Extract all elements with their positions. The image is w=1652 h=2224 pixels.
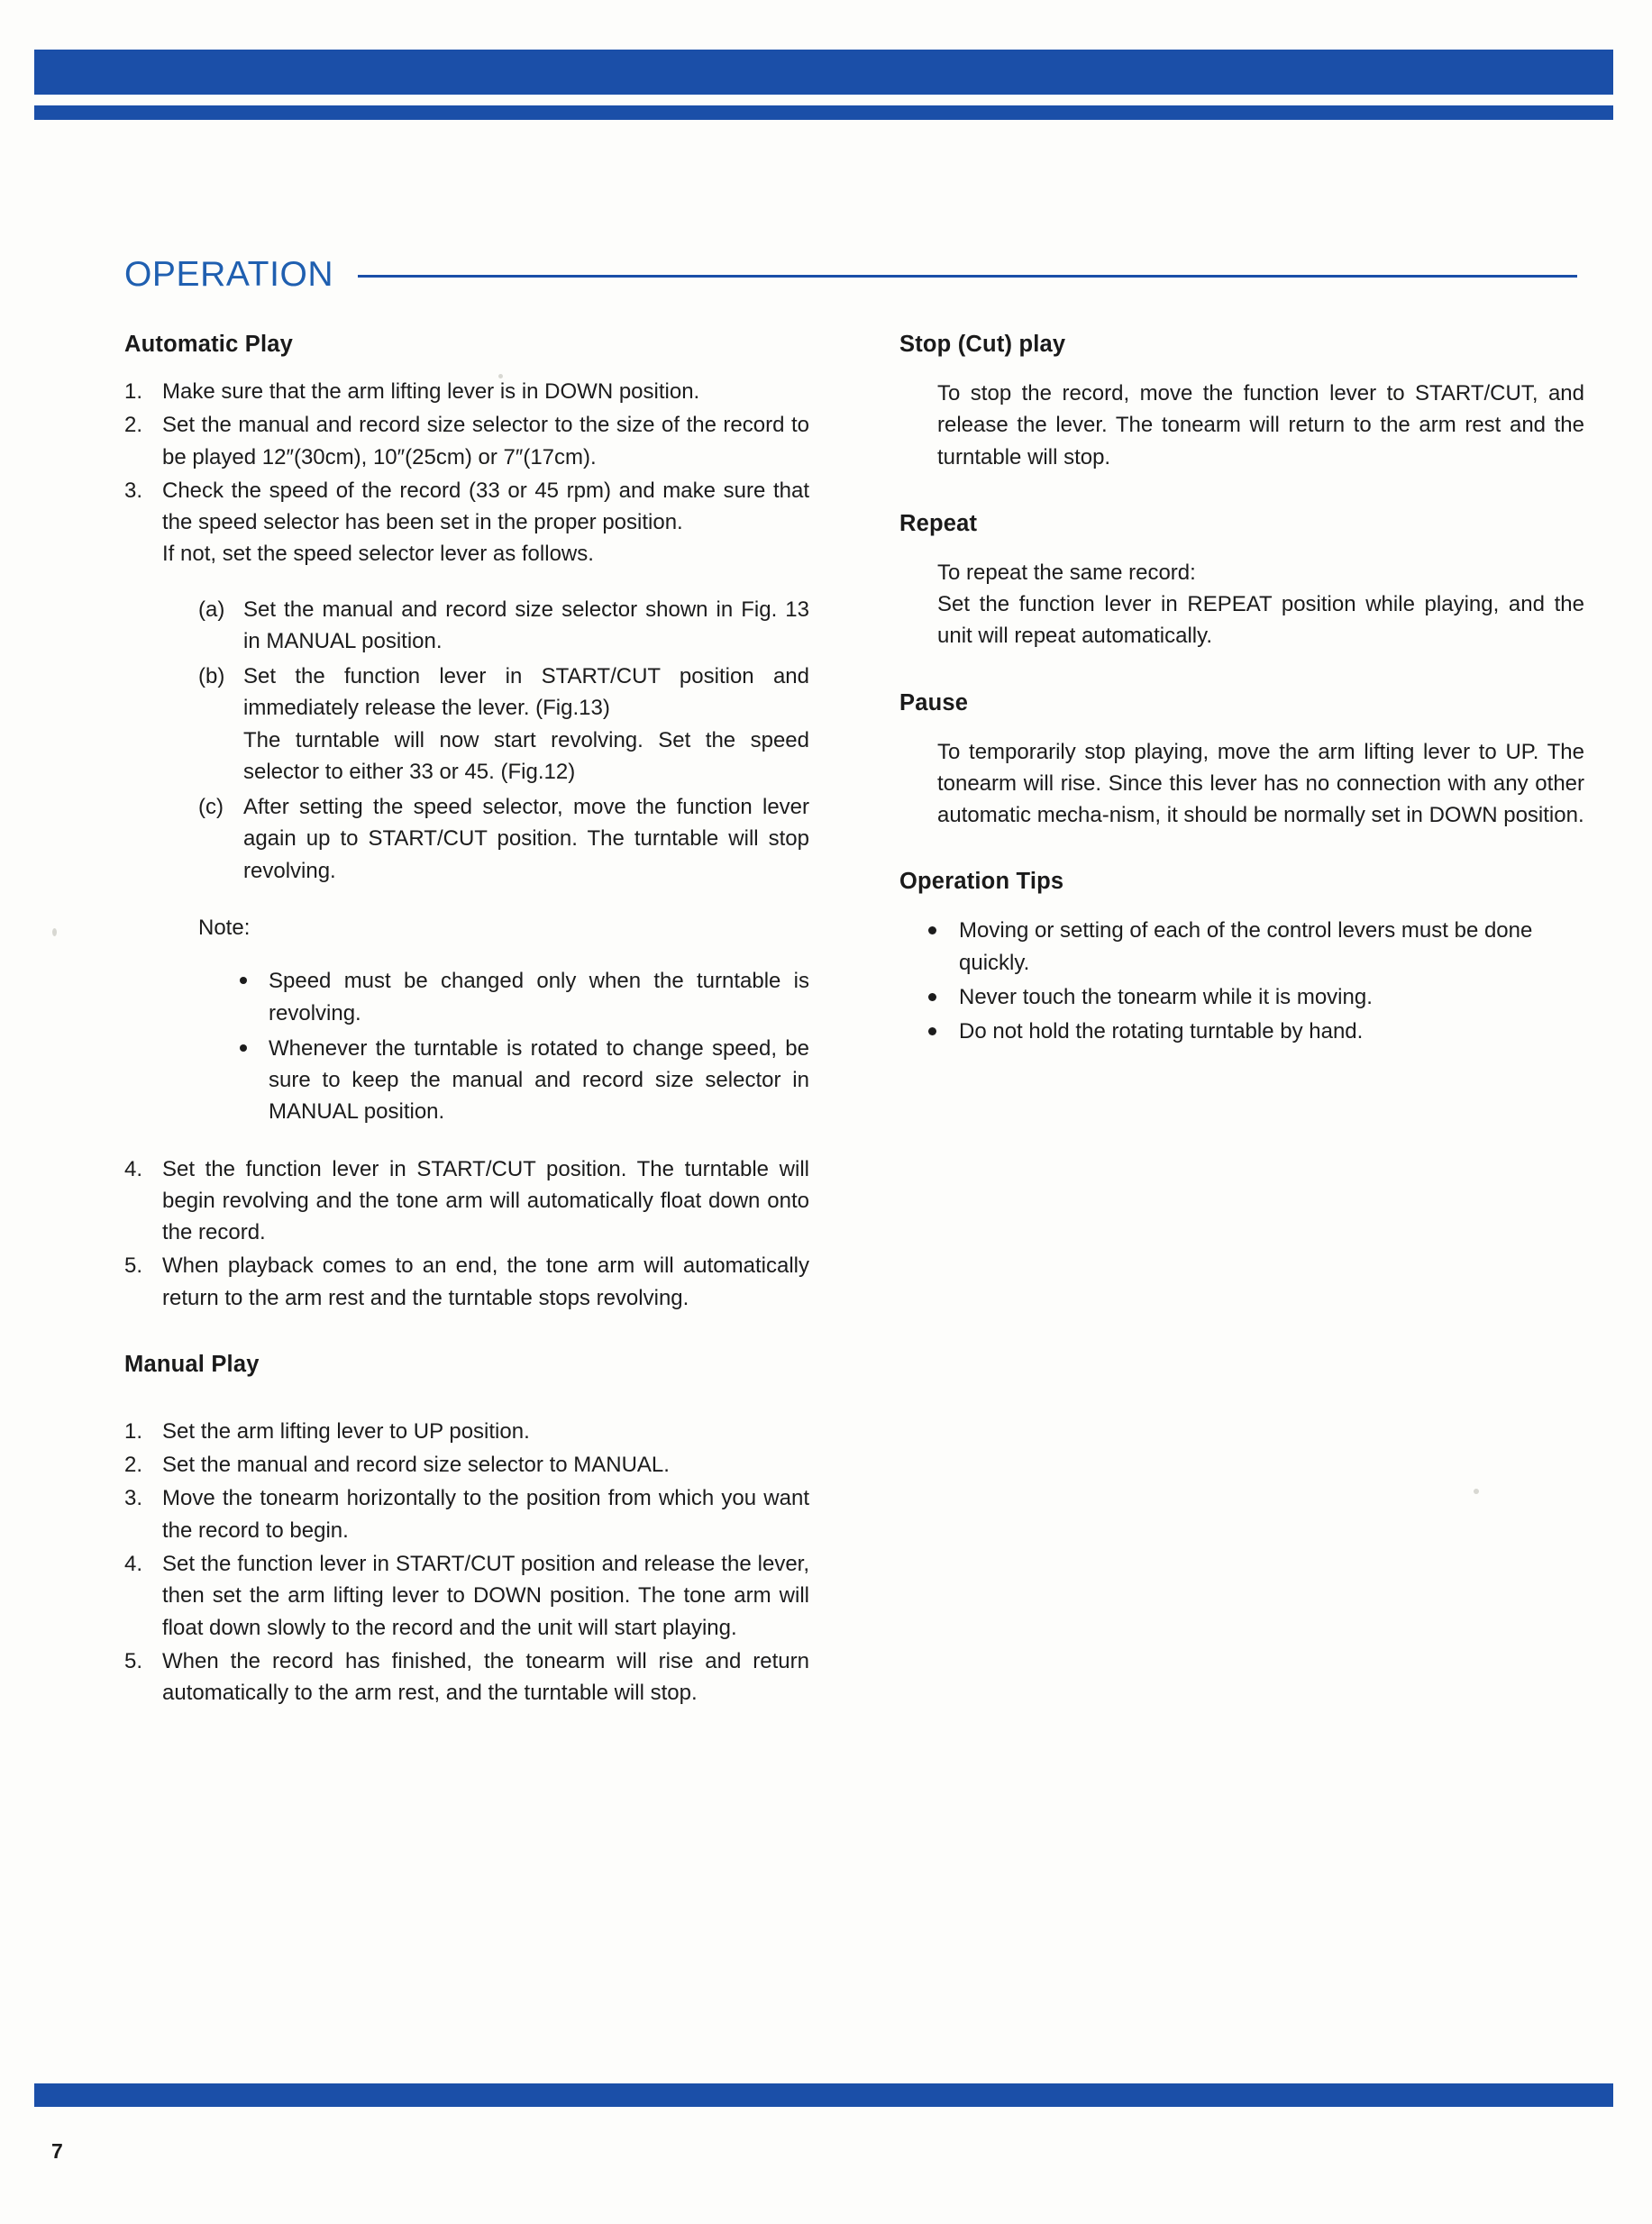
bullet-icon: [240, 1044, 247, 1052]
operation-tips-list: [899, 915, 1584, 1047]
page-number: 7: [51, 2139, 63, 2163]
header-band-thick: [34, 50, 1613, 95]
list-marker: 3.: [124, 478, 143, 503]
list-marker: 1.: [124, 1418, 143, 1444]
section-rule: [358, 275, 1577, 278]
scan-speck: [498, 374, 503, 378]
heading-repeat: Repeat: [899, 510, 978, 536]
bullet-icon: [240, 977, 247, 984]
list-item: [198, 661, 809, 788]
list-text: Set the manual and record size selector to MANUAL.: [162, 1453, 670, 1478]
list-text: After setting the speed selector, move the function lever again up to START/CUT position. The turntable will stop revolving.: [243, 795, 809, 883]
spacer: [124, 1396, 809, 1416]
body-columns: [124, 332, 1584, 2053]
list-text: Whenever the turntable is rotated to change speed, be sure to keep the manual and record size selector in MANUAL position.: [269, 1035, 809, 1125]
list-marker: 2.: [124, 1453, 143, 1478]
list-text: Set the function lever in START/CUT position and immediately release the lever. (Fig.13): [243, 664, 809, 721]
list-item: [124, 409, 809, 473]
heading-stop-cut-play: Stop (Cut) play: [899, 332, 1066, 357]
step-followup: If not, set the speed selector lever as follows.: [162, 542, 594, 567]
list-marker: 1.: [124, 379, 143, 404]
list-item: [238, 1033, 809, 1128]
list-marker: 4.: [124, 1551, 143, 1576]
list-text: When the record has finished, the tonearm will rise and return automatically to the arm rest, and the turntable will stop.: [162, 1648, 809, 1706]
list-item: [124, 1548, 809, 1644]
list-item: [198, 791, 809, 887]
list-item: [124, 376, 809, 407]
footer-band: [34, 2083, 1613, 2107]
left-column: [124, 332, 809, 1710]
list-text-continuation: The turntable will now start revolving. Set the speed selector to either 33 or 45. (Fig.12): [243, 727, 809, 784]
bullet-icon: [928, 993, 936, 1001]
list-marker: 5.: [124, 1253, 143, 1279]
paragraph: To temporarily stop playing, move the arm lifting lever to UP. The tonearm will rise. Since this lever has no connection with any other automatic mecha-nism, it should be normally set in DOWN position.: [937, 739, 1584, 828]
heading-automatic-play: Automatic Play: [124, 332, 294, 357]
paragraph-line-2: Set the function lever in REPEAT position while playing, and the unit will repeat automatically.: [937, 592, 1584, 649]
list-text: Check the speed of the record (33 or 45 rpm) and make sure that the speed selector has been set in the proper position.: [162, 478, 809, 535]
list-text: Do not hold the rotating turntable by hand.: [959, 1019, 1364, 1044]
scan-speck: [52, 928, 57, 936]
section-header: [124, 255, 1577, 295]
automatic-play-substeps: [162, 594, 809, 887]
spacer: [162, 1132, 809, 1152]
right-column: [899, 332, 1584, 1050]
list-item: [124, 1482, 809, 1546]
bullet-icon: [928, 1027, 936, 1035]
list-text: Move the tonearm horizontally to the position from which you want the record to begin.: [162, 1486, 809, 1543]
list-marker: 2.: [124, 413, 143, 438]
list-item: [198, 594, 809, 658]
paragraph: To stop the record, move the function lever to START/CUT, and release the lever. The tonearm will return to the arm rest and the turntable will stop.: [937, 381, 1584, 469]
heading-operation-tips: Operation Tips: [899, 869, 1064, 895]
list-marker: (a): [198, 597, 225, 622]
list-item: [926, 1016, 1584, 1047]
list-item: [238, 965, 809, 1029]
list-text: Set the manual and record size selector shown in Fig. 13 in MANUAL position.: [243, 597, 809, 653]
list-text: Speed must be changed only when the turntable is revolving.: [269, 969, 809, 1025]
list-marker: 4.: [124, 1156, 143, 1181]
list-text: Set the function lever in START/CUT position. The turntable will begin revolving and the tone arm will automatically float down onto the record.: [162, 1156, 809, 1245]
repeat-body: [937, 557, 1584, 652]
list-text: Moving or setting of each of the control levers must be done quickly.: [959, 918, 1533, 975]
list-item: [926, 981, 1584, 1013]
list-text: Set the function lever in START/CUT position and release the lever, then set the arm lifting lever to DOWN position. The tone arm will float down slowly to the record and the unit will start playing.: [162, 1551, 809, 1640]
list-text: Never touch the tonearm while it is moving.: [959, 984, 1373, 1009]
list-item: [124, 1449, 809, 1481]
list-marker: (c): [198, 795, 224, 820]
note-label: Note:: [198, 915, 251, 940]
list-text: Make sure that the arm lifting lever is in DOWN position.: [162, 379, 700, 404]
bullet-icon: [928, 926, 936, 934]
list-item: [926, 915, 1584, 979]
page-title: OPERATION: [124, 255, 334, 294]
manual-play-steps: [124, 1416, 809, 1709]
list-item: [124, 475, 809, 1152]
list-item: [124, 1250, 809, 1314]
heading-pause: Pause: [899, 689, 969, 716]
list-marker: 3.: [124, 1486, 143, 1511]
note-bullets: [198, 965, 809, 1127]
list-text: When playback comes to an end, the tone arm will automatically return to the arm rest and the turntable stops revolving.: [162, 1253, 809, 1310]
automatic-play-steps: [124, 376, 809, 1314]
list-item: [124, 1416, 809, 1447]
list-marker: 5.: [124, 1648, 143, 1673]
list-item: [124, 1153, 809, 1249]
paragraph-line-1: To repeat the same record:: [937, 560, 1196, 585]
list-text: Set the arm lifting lever to UP position.: [162, 1418, 530, 1444]
list-marker: (b): [198, 664, 225, 689]
scan-speck: [1474, 1489, 1479, 1494]
header-band-thin: [34, 105, 1613, 120]
list-text: Set the manual and record size selector to the size of the record to be played 12″(30cm), 10″(25cm) or 7″(17cm).: [162, 413, 809, 469]
note-block: [198, 912, 809, 1128]
heading-manual-play: Manual Play: [124, 1351, 260, 1377]
list-item: [124, 1645, 809, 1709]
pause-body: [937, 736, 1584, 832]
stop-cut-play-body: [937, 378, 1584, 473]
